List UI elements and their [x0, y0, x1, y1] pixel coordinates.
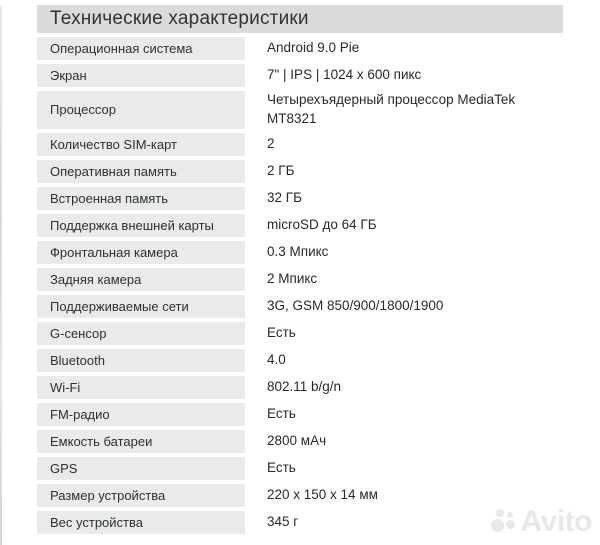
- spec-label: FM-радио: [37, 403, 245, 426]
- spec-value: 345 г: [267, 513, 299, 529]
- spec-label: Встроенная память: [37, 187, 245, 210]
- spec-value: Есть: [267, 324, 296, 340]
- spec-label: Фронтальная камера: [37, 241, 245, 264]
- spec-label: Поддержка внешней карты: [37, 214, 245, 237]
- spec-value: microSD до 64 ГБ: [267, 216, 377, 232]
- page-title: Технические характеристики: [50, 8, 309, 29]
- spec-value: 2: [267, 135, 275, 151]
- spec-label: Операционная система: [37, 37, 245, 60]
- spec-value: 0.3 Мпикс: [267, 243, 329, 259]
- spec-value: 2 ГБ: [267, 162, 295, 178]
- spec-table: [37, 5, 563, 534]
- spec-value: 4.0: [267, 351, 286, 367]
- spec-value: 220 x 150 x 14 мм: [267, 486, 378, 502]
- spec-row-dimensions: [37, 484, 563, 507]
- spec-label: Вес устройства: [37, 511, 245, 534]
- spec-row-fm-radio: [37, 403, 563, 426]
- spec-row-sd-card: [37, 214, 563, 237]
- spec-row-ram: [37, 160, 563, 183]
- spec-value: Android 9.0 Pie: [267, 40, 360, 56]
- scan-edge-artifact: [0, 5, 2, 545]
- spec-row-networks: [37, 295, 563, 318]
- spec-row-rear-camera: [37, 268, 563, 291]
- spec-row-storage: [37, 187, 563, 210]
- spec-value: Есть: [267, 405, 296, 421]
- spec-row-battery: [37, 430, 563, 453]
- spec-row-bluetooth: [37, 349, 563, 372]
- spec-table-header: [37, 5, 563, 33]
- spec-value: 2800 мАч: [267, 432, 327, 448]
- spec-row-os: [37, 37, 563, 60]
- spec-row-weight: [37, 511, 563, 534]
- spec-row-cpu: [37, 91, 563, 129]
- spec-label: Процессор: [37, 91, 245, 129]
- spec-label: Оперативная память: [37, 160, 245, 183]
- spec-value: Есть: [267, 459, 296, 475]
- spec-value: 802.11 b/g/n: [267, 378, 342, 394]
- spec-row-sim-count: [37, 133, 563, 156]
- spec-label: Поддерживаемые сети: [37, 295, 245, 318]
- spec-label: G-сенсор: [37, 322, 245, 345]
- spec-row-g-sensor: [37, 322, 563, 345]
- spec-label: Емкость батареи: [37, 430, 245, 453]
- spec-label: Wi-Fi: [37, 376, 245, 399]
- spec-value: 3G, GSM 850/900/1800/1900: [267, 297, 444, 313]
- spec-label: Задняя камера: [37, 268, 245, 291]
- spec-value: 32 ГБ: [267, 189, 302, 205]
- spec-value: Четырехъядерный процессор MediaTek MT8321: [267, 92, 516, 126]
- avito-watermark-text: Avito: [520, 505, 592, 538]
- spec-label: Экран: [37, 64, 245, 87]
- spec-label: Bluetooth: [37, 349, 245, 372]
- spec-row-front-camera: [37, 241, 563, 264]
- spec-row-gps: [37, 457, 563, 480]
- spec-label: Количество SIM-карт: [37, 133, 245, 156]
- spec-value: 2 Мпикс: [267, 270, 318, 286]
- spec-row-wifi: [37, 376, 563, 399]
- spec-label: Размер устройства: [37, 484, 245, 507]
- spec-row-screen: [37, 64, 563, 87]
- spec-label: GPS: [37, 457, 245, 480]
- spec-value: 7" | IPS | 1024 x 600 пикс: [267, 67, 422, 83]
